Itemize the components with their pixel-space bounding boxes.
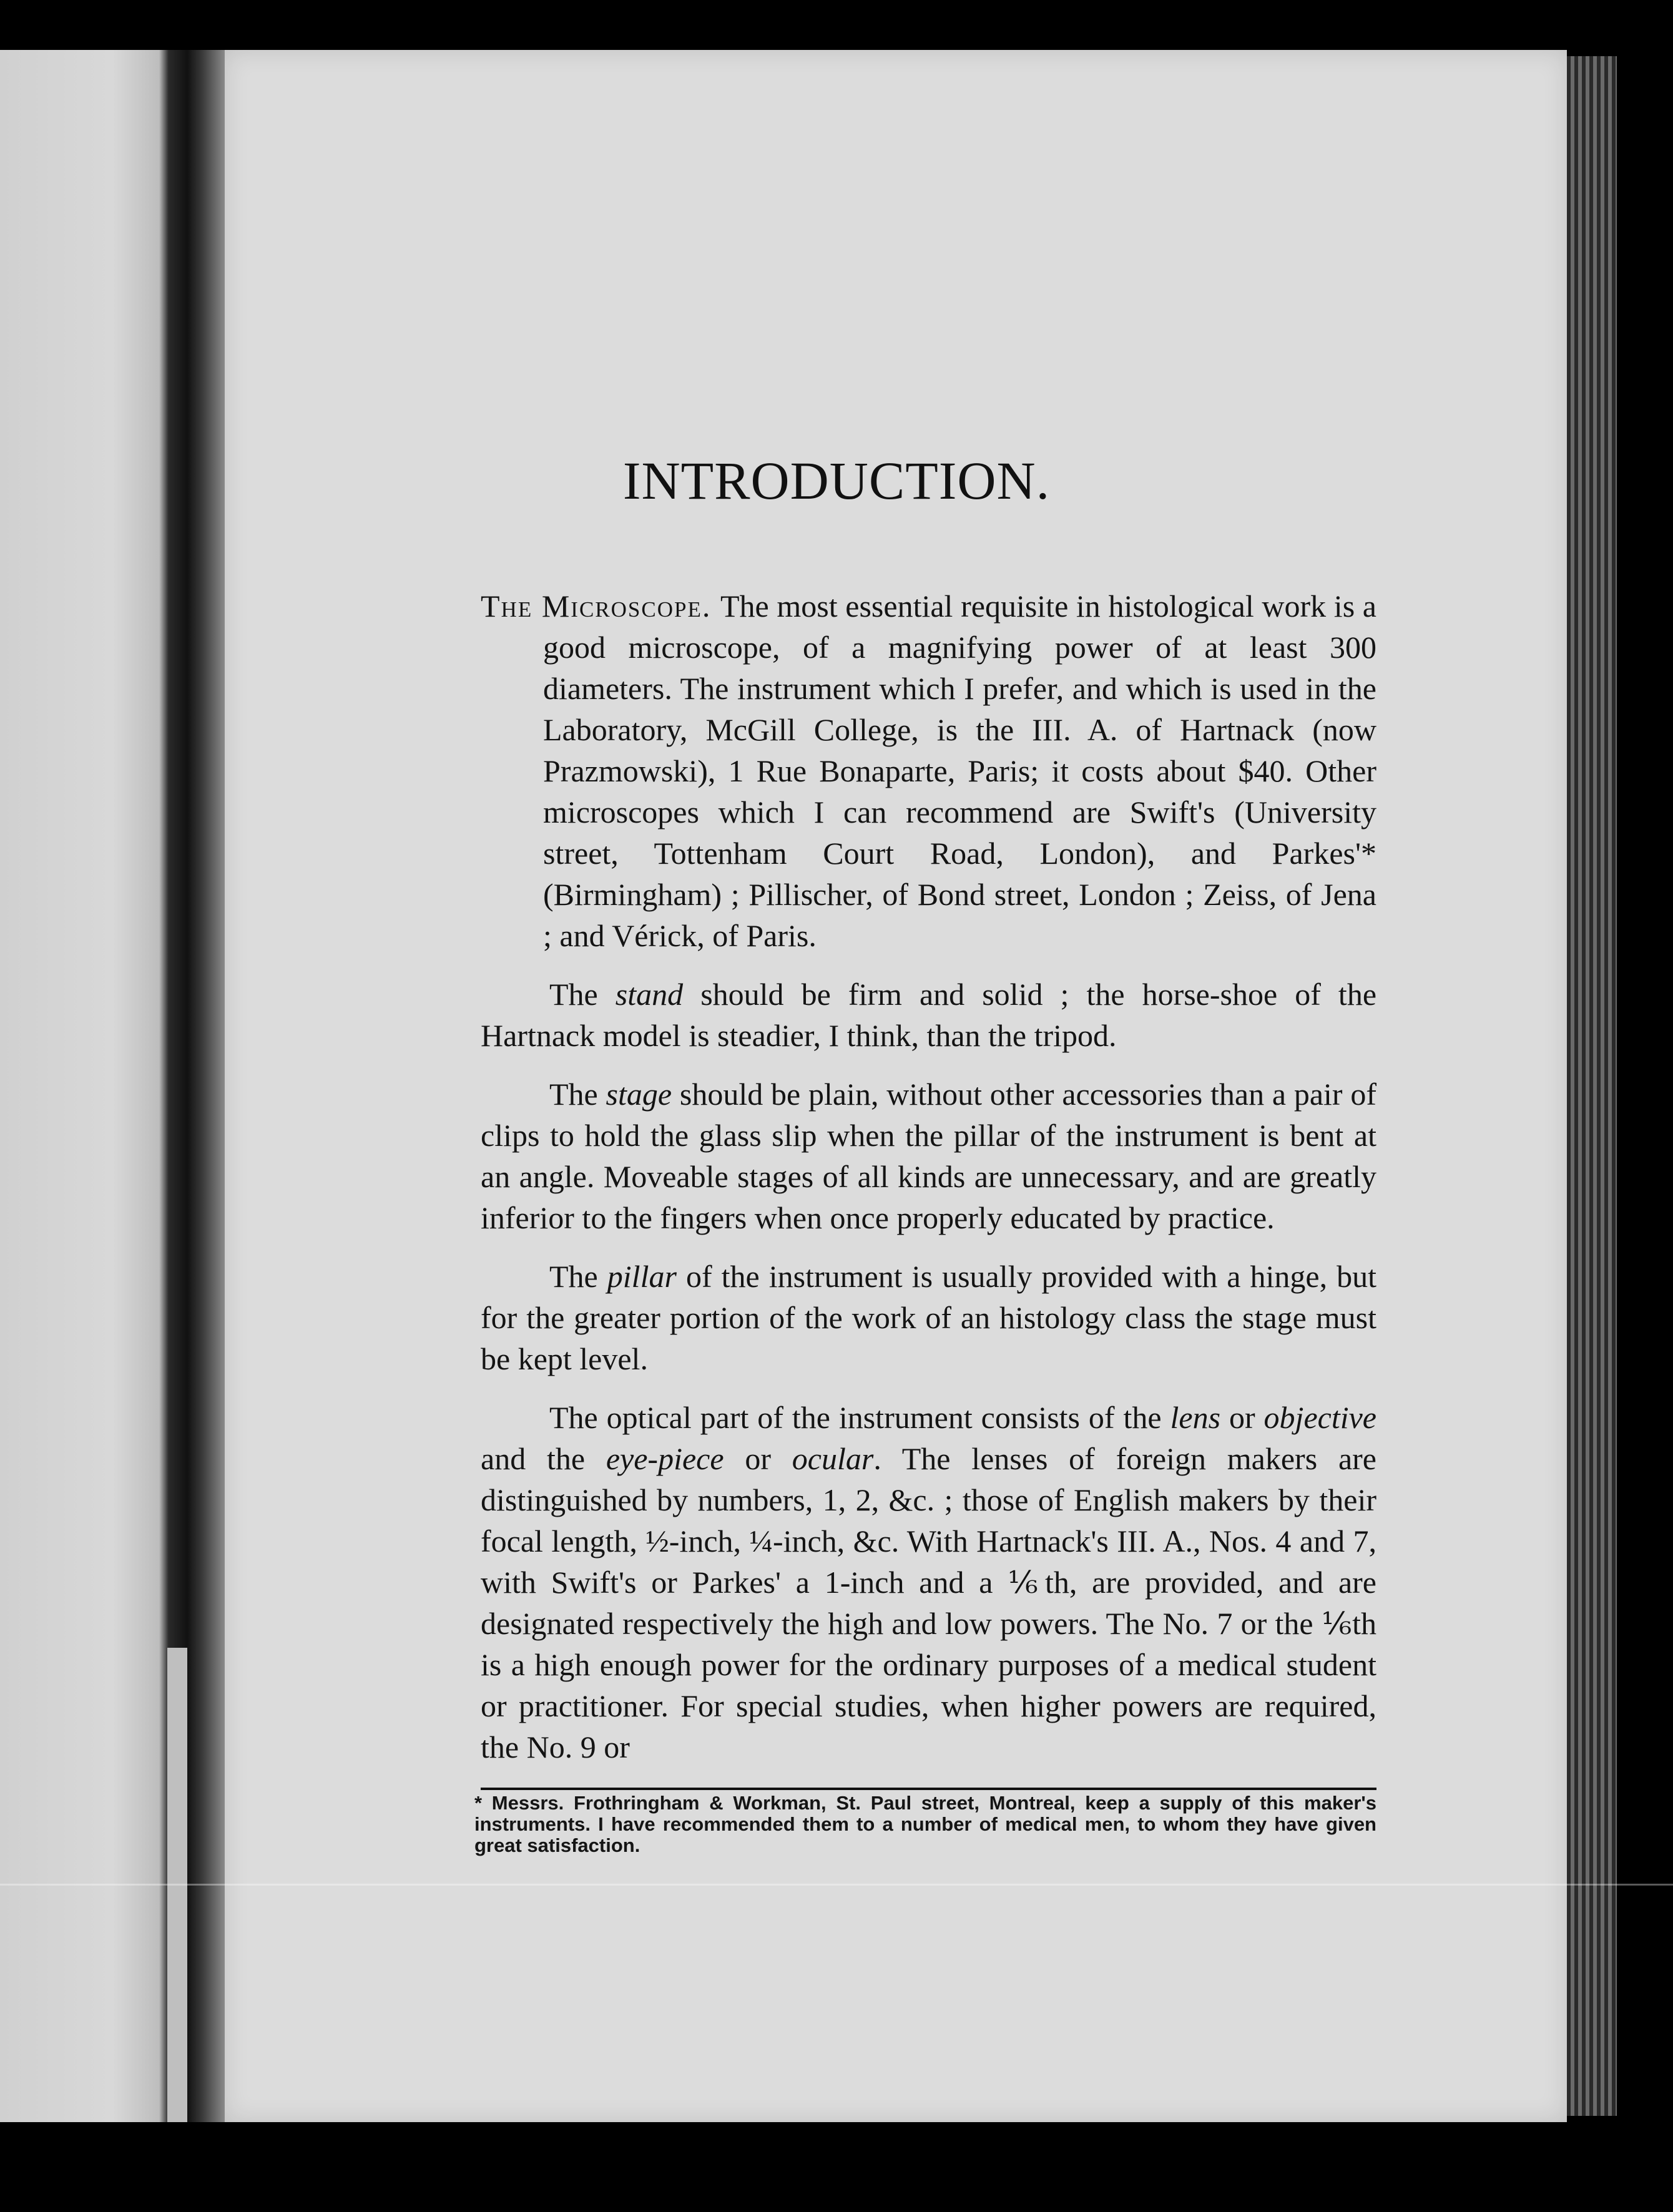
- left-page-edge: [0, 50, 187, 2122]
- text-run: should be plain, without other accessories than a pair of clips to hold the glass slip when the pillar of the instrument is bent at an angle. Moveable stages of all kinds are unnecessary, and are greatly inferior to the fingers when once properly educated by practice.: [481, 1077, 1377, 1235]
- page-title: INTRODUCTION.: [622, 451, 1051, 511]
- footnote-rule: [481, 1788, 1376, 1790]
- text-run: The: [549, 1077, 606, 1112]
- text-run: or: [1220, 1400, 1264, 1435]
- text-run: . The lenses of foreign makers are distinguished by numbers, 1, 2, &c. ; those of English makers by their focal length, ½-inch, ¼-inch, &c. With Hartnack's III. A., Nos. 4 and 7, with Swift's or Parkes' a 1-inch and a ⅙th, are provided, and are designated respectively the high and low powers. The No. 7 or the ⅙th is a high enough power for the ordinary purposes of a medical student or practitioner. For special studies, when higher powers are required, the No. 9 or: [481, 1441, 1376, 1764]
- text-run: The optical part of the instrument consists of the: [549, 1400, 1170, 1435]
- text-run: The: [549, 1259, 607, 1294]
- term-lens: lens: [1170, 1400, 1221, 1435]
- page-stack-edge: [1567, 56, 1617, 2116]
- paragraph-stage: [481, 1074, 1376, 1238]
- body-text: [481, 585, 1376, 1785]
- text-run: should be firm and solid ; the horse-shoe of the Hartnack model is steadier, I think, than the tripod.: [481, 977, 1377, 1053]
- book-gutter: [187, 50, 225, 2122]
- scan-artifact-line: [0, 1884, 1673, 1886]
- paragraph-pillar: [481, 1256, 1376, 1379]
- term-eye-piece: eye-piece: [606, 1441, 724, 1476]
- section-lead: The Microscope.: [481, 589, 721, 624]
- text-run: The: [549, 977, 616, 1012]
- footnote: * Messrs. Frothringham & Workman, St. Paul street, Montreal, keep a supply of this maker's instruments. I have recommended them to a number of medical men, to whom they have given great satisfaction.: [474, 1792, 1376, 1856]
- term-ocular: ocular: [792, 1441, 874, 1476]
- paragraph-stand: [481, 974, 1376, 1056]
- paragraph-optical: [481, 1397, 1376, 1768]
- paragraph-microscope: [481, 585, 1376, 956]
- paragraph-text: The most essential requisite in histological work is a good microscope, of a magnifying power of at least 300 diameters. The instrument which I prefer, and which is used in the Laboratory, McGill College, is the III. A. of Hartnack (now Prazmowski), 1 Rue Bonaparte, Paris; it costs about $40. Other microscopes which I can recommend are Swift's (University street, Tottenham Court Road, London), and Parkes'* (Birmingham) ; Pillischer, of Bond street, London ; Zeiss, of Jena ; and Vérick, of Paris.: [543, 589, 1376, 953]
- text-run: and the: [481, 1441, 606, 1476]
- text-run: of the instrument is usually provided with a hinge, but for the greater portion of the work of an histology class the stage must be kept level.: [481, 1259, 1376, 1376]
- term-pillar: pillar: [607, 1259, 677, 1294]
- text-run: or: [724, 1441, 792, 1476]
- term-stage: stage: [606, 1077, 672, 1112]
- term-stand: stand: [615, 977, 684, 1012]
- term-objective: objective: [1263, 1400, 1376, 1435]
